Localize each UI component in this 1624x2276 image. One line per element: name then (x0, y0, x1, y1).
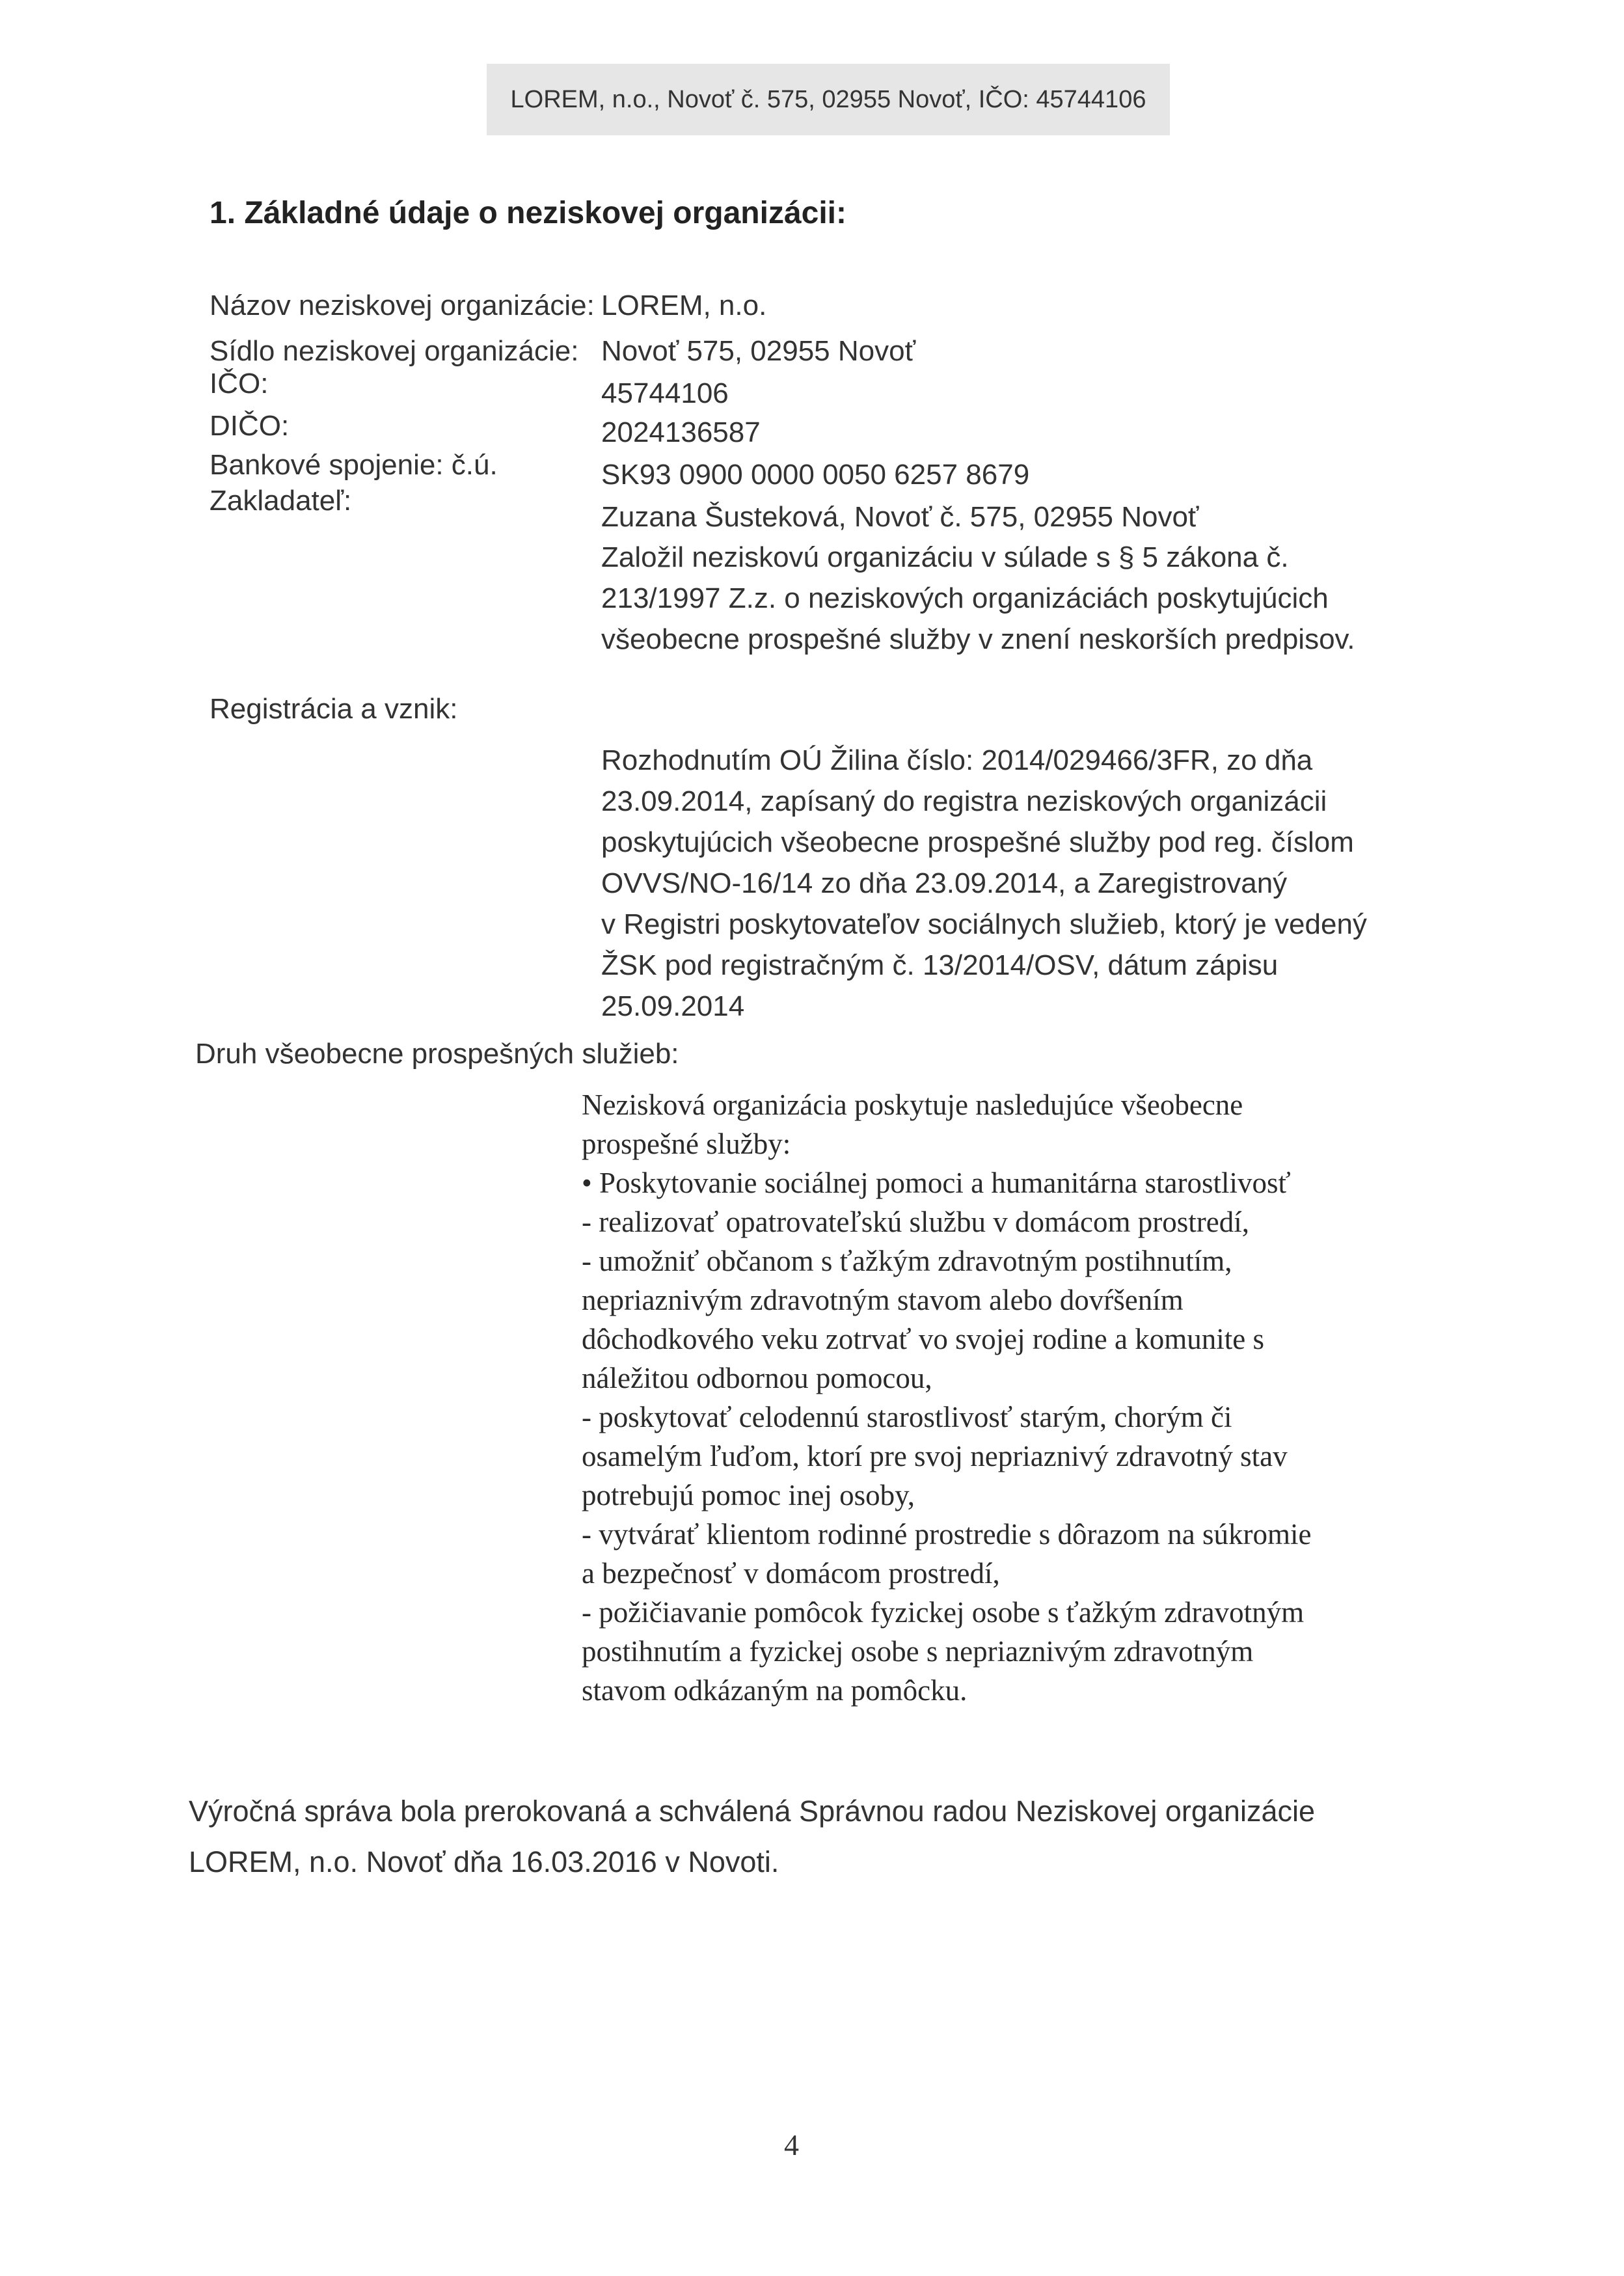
page-header: LOREM, n.o., Novoť č. 575, 02955 Novoť, IČO: 45744106 (487, 64, 1170, 135)
closing-line: LOREM, n.o. Novoť dňa 16.03.2016 v Novoti. (189, 1845, 779, 1878)
registration-line: ŽSK pod registračným č. 13/2014/OSV, dátum zápisu (601, 949, 1279, 981)
registration-line: 23.09.2014, zapísaný do registra neziskových organizácii (601, 785, 1327, 817)
page-number: 4 (784, 2128, 799, 2161)
services-line: - požičiavanie pomôcok fyzickej osobe s ťažkým zdravotným (582, 1596, 1305, 1629)
services-line: - umožniť občanom s ťažkým zdravotným postihnutím, (582, 1245, 1232, 1277)
services-line: - vytvárať klientom rodinné prostredie s dôrazom na súkromie (582, 1518, 1312, 1551)
registration-line: Rozhodnutím OÚ Žilina číslo: 2014/029466/3FR, zo dňa (601, 744, 1313, 776)
services-line: prospešné služby: (582, 1128, 791, 1160)
founder-label: Zakladateľ: (210, 485, 352, 517)
services-text (582, 1085, 1414, 1710)
services-label: Druh všeobecne prospešných služieb: (195, 1038, 679, 1070)
registration-label: Registrácia a vznik: (210, 693, 458, 725)
services-line: náležitou odbornou pomocou, (582, 1362, 932, 1394)
registration-line: v Registri poskytovateľov sociálnych služieb, ktorý je vedený (601, 908, 1367, 940)
name-label: Názov neziskovej organizácie: (210, 290, 595, 321)
seat-value: Novoť 575, 02955 Novoť (601, 335, 916, 367)
services-line: osamelým ľuďom, ktorí pre svoj nepriaznivý zdravotný stav (582, 1440, 1288, 1472)
founder-note-line: všeobecne prospešné služby v znení neskorších predpisov. (601, 623, 1355, 655)
services-line: • Poskytovanie sociálnej pomoci a humanitárna starostlivosť (582, 1167, 1291, 1199)
dico-value: 2024136587 (601, 416, 761, 448)
registration-line: poskytujúcich všeobecne prospešné služby pod reg. číslom (601, 826, 1354, 858)
registration-line: OVVS/NO-16/14 zo dňa 23.09.2014, a Zaregistrovaný (601, 867, 1288, 899)
services-line: stavom odkázaným na pomôcku. (582, 1674, 968, 1707)
seat-label: Sídlo neziskovej organizácie: (210, 335, 579, 367)
services-line: Nezisková organizácia poskytuje nasledujúce všeobecne (582, 1089, 1243, 1121)
closing-line: Výročná správa bola prerokovaná a schválená Správnou radou Neziskovej organizácie (189, 1795, 1316, 1828)
services-line: potrebujú pomoc inej osoby, (582, 1479, 915, 1511)
founder-note (601, 537, 1401, 660)
services-line: - realizovať opatrovateľskú službu v domácom prostredí, (582, 1206, 1249, 1238)
founder-note-line: Založil neziskovú organizáciu v súlade s § 5 zákona č. (601, 541, 1289, 573)
services-line: - poskytovať celodennú starostlivosť starým, chorým či (582, 1401, 1232, 1433)
services-line: postihnutím a fyzickej osobe s nepriaznivým zdravotným (582, 1635, 1254, 1668)
closing-statement (189, 1786, 1457, 1888)
registration-line: 25.09.2014 (601, 990, 745, 1022)
dico-label: DIČO: (210, 410, 290, 442)
services-line: dôchodkového veku zotrvať vo svojej rodine a komunite s (582, 1323, 1264, 1355)
services-line: a bezpečnosť v domácom prostredí, (582, 1557, 1000, 1590)
name-value: LOREM, n.o. (601, 290, 767, 321)
registration-text (601, 740, 1401, 1027)
founder-note-line: 213/1997 Z.z. o neziskových organizáciách poskytujúcich (601, 582, 1329, 614)
bank-label: Bankové spojenie: č.ú. (210, 449, 498, 481)
ico-value: 45744106 (601, 377, 729, 409)
services-line: nepriaznivým zdravotným stavom alebo dovŕšením (582, 1284, 1184, 1316)
founder-value: Zuzana Šusteková, Novoť č. 575, 02955 Novoť (601, 501, 1199, 533)
ico-label: IČO: (210, 368, 269, 400)
bank-value: SK93 0900 0000 0050 6257 8679 (601, 459, 1030, 491)
section-title: 1. Základné údaje o neziskovej organizácii: (210, 196, 846, 230)
